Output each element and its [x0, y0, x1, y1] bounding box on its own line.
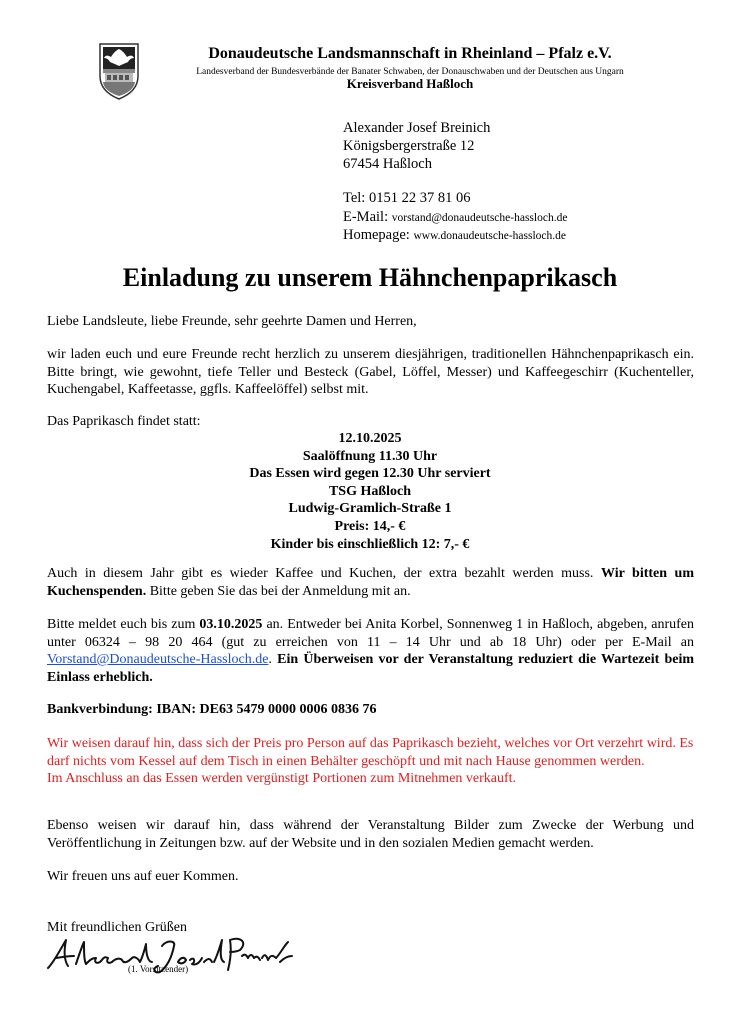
- event-child-price: Kinder bis einschließlich 12: 7,- €: [270, 536, 470, 552]
- intro-paragraph: wir laden euch und eure Freunde recht herzlich zu unserem diesjährigen, traditionellen Hähnchenpaprikasch ein. Bitte bringt, wie gewohnt, tiefe Teller und Besteck (Gabel, Löffel, Messer) und Kaffeegeschirr (Kuchenteller, Kuchengabel, Kaffeetasse, ggfls. Kaffeelöffel) selbst mit.: [47, 347, 694, 397]
- registration-paragraph: [47, 616, 694, 686]
- event-doors: Saalöffnung 11.30 Uhr: [302, 448, 438, 464]
- cake-request: Wir bitten um Kuchenspenden.: [47, 566, 695, 599]
- sender-street: Königsbergerstraße 12: [343, 138, 475, 154]
- event-address: Ludwig-Gramlich-Straße 1: [288, 501, 452, 517]
- sender-email: [343, 208, 567, 227]
- regards: Mit freundlichen Grüßen: [47, 920, 187, 935]
- event-intro: Das Paprikasch findet statt:: [47, 414, 201, 429]
- organization-title: Donaudeutsche Landsmannschaft in Rheinland – Pfalz e.V.: [208, 45, 612, 62]
- greeting: Liebe Landsleute, liebe Freunde, sehr geehrte Damen und Herren,: [47, 314, 417, 329]
- email-label: E-Mail:: [343, 209, 389, 225]
- invitation-headline: Einladung zu unserem Hähnchenpaprikasch: [122, 263, 618, 292]
- event-venue: TSG Haßloch: [328, 483, 412, 499]
- signature-role: (1. Vorsitzender): [128, 964, 189, 974]
- sender-phone: [343, 189, 470, 207]
- price-notice: [47, 735, 694, 788]
- registration-text: Bitte meldet euch bis zum: [47, 617, 196, 632]
- homepage-url: www.donaudeutsche-hassloch.de: [413, 230, 567, 242]
- sender-city: 67454 Haßloch: [343, 156, 432, 172]
- event-price: Preis: 14,- €: [334, 518, 406, 534]
- registration-note: Ein Überweisen vor der Veranstaltung reduziert die Wartezeit beim Einlass erheblich.: [47, 652, 695, 685]
- organization-branch: Kreisverband Haßloch: [346, 76, 474, 91]
- cake-paragraph: [47, 565, 694, 600]
- sender-homepage: [343, 226, 566, 245]
- cake-text: Auch in diesem Jahr gibt es wieder Kaffee und Kuchen, der extra bezahlt werden muss.: [47, 566, 594, 581]
- coat-of-arms-logo: [97, 42, 141, 100]
- event-details: [0, 430, 740, 553]
- event-serving: Das Essen wird gegen 12.30 Uhr serviert: [249, 466, 491, 482]
- bank-details: Bankverbindung: IBAN: DE63 5479 0000 0006 0836 76: [47, 702, 377, 717]
- organization-subtitle: Landesverband der Bundesverbände der Banater Schwaben, der Donauschwaben und der Deutschen aus Ungarn: [196, 67, 624, 77]
- event-date: 12.10.2025: [338, 431, 402, 446]
- closing-line: Wir freuen uns auf euer Kommen.: [47, 869, 239, 884]
- sender-name: Alexander Josef Breinich: [343, 120, 491, 136]
- registration-details: an. Entweder bei Anita Korbel, Sonnenweg 1 in Haßloch, abgeben, anrufen unter 06324 – 98 20 464 (gut zu erreichen von 11 – 14 Uhr und ab 18 Uhr) oder per E-Mail an: [47, 617, 695, 650]
- notice-line-1: Wir weisen darauf hin, dass sich der Preis pro Person auf das Paprikasch bezieht, welches vor Ort verzehrt wird. Es darf nichts vom Kessel auf dem Tisch in einen Behälter geschöpft und mit nach Hause genommen werden.: [47, 736, 694, 769]
- email-address: vorstand@donaudeutsche-hassloch.de: [391, 212, 568, 224]
- notice-line-2: Im Anschluss an das Essen werden vergünstigt Portionen zum Mitnehmen verkauft.: [47, 771, 517, 786]
- cake-note: Bitte geben Sie das bei der Anmeldung mit an.: [149, 583, 411, 599]
- photo-notice: Ebenso weisen wir darauf hin, dass während der Veranstaltung Bilder zum Zwecke der Werbung und Veröffentlichung in Zeitungen bzw. auf der Website und in den sozialen Medien gemacht werden.: [47, 818, 694, 851]
- homepage-label: Homepage:: [343, 227, 410, 243]
- phone-label: Tel:: [343, 190, 366, 206]
- registration-email-link[interactable]: Vorstand@Donaudeutsche-Hassloch.de: [47, 652, 269, 667]
- phone-number: 0151 22 37 81 06: [368, 190, 471, 206]
- registration-punct: .: [268, 652, 272, 667]
- registration-deadline: 03.10.2025: [199, 617, 263, 632]
